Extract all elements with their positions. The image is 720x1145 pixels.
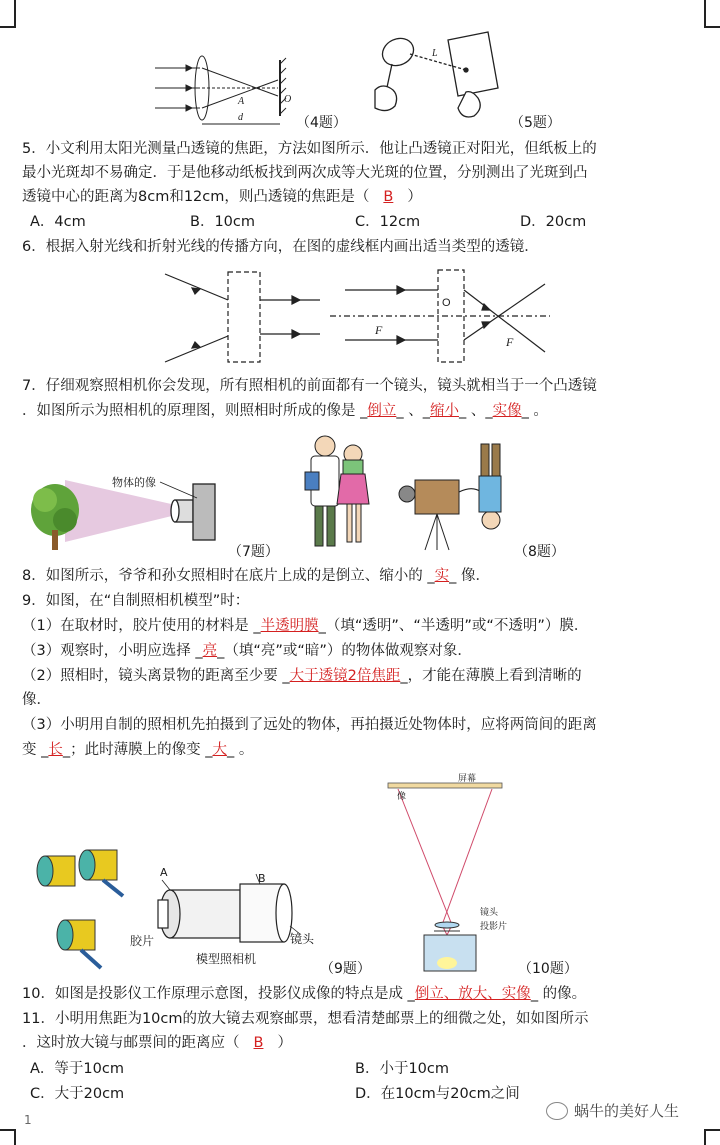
q9-part-1-answer: 半透明膜: [260, 618, 319, 634]
q9-part-3a: [22, 640, 698, 662]
fig10-label-slide: 投影片: [480, 922, 508, 932]
q10-text-end: _ 的像。: [530, 986, 587, 1002]
q9-part-3b-end: _ 。: [226, 742, 254, 758]
fig6-label-F-right: F: [506, 335, 514, 349]
q9-part-3a-end: _（填“亮”或“暗”）的物体做观察对象．: [217, 643, 472, 659]
caption-q10: （10题）: [518, 961, 578, 977]
figure-q8-photo-scene: [295, 432, 555, 552]
q8-answer: 实: [434, 568, 450, 584]
fig6-label-F-left: F: [375, 323, 383, 337]
q5-line-3: [22, 186, 698, 208]
watermark-text: 蜗牛的美好人生: [574, 1102, 680, 1120]
q10-answer: 倒立、放大、实像: [414, 986, 531, 1002]
figure-q4-lens-diagram: [150, 40, 310, 123]
q11-answer: B: [253, 1035, 264, 1051]
q9-part-3b-mid: _；此时薄膜上的像变 _: [62, 742, 213, 758]
fig9-model-caption: 模型照相机: [196, 952, 257, 966]
q10-text: 10．如图是投影仪工作原理示意图，投影仪成像的特点是成 _: [22, 986, 415, 1002]
fig6-label-O: O: [442, 297, 451, 309]
fig4-label-A: A: [238, 96, 245, 107]
fig9-label-lens: 镜头: [290, 932, 315, 946]
q7-sep-2: _ 、_: [458, 403, 493, 419]
fig5-label-L: L: [432, 48, 438, 59]
q7-line-1: 7．仔细观察照相机你会发现，所有照相机的前面都有一个镜头，镜头就相当于一个凸透镜: [22, 378, 597, 394]
q11-option-b: B．小于10cm: [355, 1061, 449, 1077]
q11-option-c: C．大于20cm: [30, 1086, 125, 1102]
corner-mark-top-left: [0, 0, 16, 28]
q11-line-2-text: ．这时放大镜与邮票间的距离应（: [22, 1035, 240, 1051]
fig10-label-image: 像: [397, 792, 407, 802]
q9-part-1: [22, 615, 698, 637]
q9-part-3b-line-1: （3）小明用自制的照相机先拍摄到了远处的物体，再拍摄近处物体时，应将两筒间的距离: [22, 717, 597, 733]
q5-answer: B: [383, 189, 394, 205]
q9-part-2-answer: 大于透镜2倍焦距: [289, 668, 401, 684]
q9-part-3a-text: （3）观察时，小明应选择 _: [22, 643, 203, 659]
q5-line-3-text: 透镜中心的距离为8cm和12cm，则凸透镜的焦距是（: [22, 189, 370, 205]
figure-q6-lens-boxes: [160, 262, 560, 372]
watermark: [546, 1100, 679, 1121]
q5-option-d: D．20cm: [520, 214, 587, 230]
q9-part-3b-answer-2: 大: [212, 742, 227, 758]
q9-part-1-end: _（填“透明”、“半透明”或“不透明”）膜．: [318, 618, 589, 634]
figure-q5-hands-lens-paper: [370, 30, 510, 120]
caption-q7: （7题）: [228, 544, 279, 560]
q5-option-c: C．12cm: [355, 214, 421, 230]
q10-line: [22, 983, 698, 1005]
q8-text-end: _ 像．: [449, 568, 490, 584]
q7-line-2-text: ．如图所示为照相机的原理图，则照相时所成的像是 _: [22, 403, 368, 419]
caption-q9: （9题）: [320, 961, 371, 977]
q8-text: 8．如图所示，爷爷和孙女照相时在底片上成的是倒立、缩小的 _: [22, 568, 435, 584]
q5-line-3-close: ）: [407, 189, 422, 205]
q7-line-2: [22, 400, 698, 422]
fig9-label-A: A: [160, 866, 168, 879]
caption-q4: （4题）: [296, 115, 347, 131]
q7-sep-1: _ 、_: [396, 403, 430, 419]
fig4-label-d: d: [238, 112, 243, 123]
q7-line-2-end: _ 。: [521, 403, 548, 419]
q9-part-3b-answer-1: 长: [48, 742, 63, 758]
q9-part-2-line-2: 像．: [22, 692, 51, 708]
q9-part-1-text: （1）在取材时，胶片使用的材料是 _: [22, 618, 261, 634]
q5-line-2: 最小光斑却不易确定．于是他移动纸板找到两次成等大光斑的位置，分别测出了光斑到凸: [22, 165, 588, 181]
fig7-label-image: 物体的像: [112, 476, 156, 489]
q9-part-3b-line-2: [22, 739, 698, 761]
q9-intro: 9．如图，在“自制照相机模型”时：: [22, 593, 250, 609]
q11-line-2-close: ）: [277, 1035, 292, 1051]
q5-option-b: B．10cm: [190, 214, 255, 230]
figure-q10-projector: [380, 775, 510, 975]
q7-answer-1: 倒立: [367, 403, 397, 419]
q9-part-2-end: _，才能在薄膜上看到清晰的: [400, 668, 582, 684]
q8-line: [22, 565, 698, 587]
fig9-label-film: 胶片: [130, 934, 155, 948]
q6-text: 6．根据入射光线和折射光线的传播方向，在图的虚线框内画出适当类型的透镜．: [22, 239, 539, 255]
fig10-label-screen: 屏幕: [458, 774, 477, 784]
fig10-label-lens: 镜头: [480, 908, 499, 918]
fig4-label-O: O: [284, 94, 292, 105]
q11-line-2: [22, 1032, 698, 1054]
q11-option-a: A．等于10cm: [30, 1061, 124, 1077]
q7-answer-2: 缩小: [429, 403, 459, 419]
caption-q8: （8题）: [514, 544, 565, 560]
q5-option-a: A．4cm: [30, 214, 86, 230]
page-number: 1: [24, 1113, 32, 1127]
q9-part-2: [22, 665, 698, 687]
fig9-label-B: B: [258, 872, 266, 885]
figure-q9-tubes: [35, 840, 135, 980]
wechat-icon: [546, 1102, 568, 1120]
q11-line-1: 11．小明用焦距为10cm的放大镜去观察邮票，想看清楚邮票上的细微之处，如如图所示: [22, 1011, 589, 1027]
q7-answer-3: 实像: [492, 403, 522, 419]
corner-mark-top-right: [704, 0, 720, 28]
q9-part-3a-answer: 亮: [202, 643, 218, 659]
q5-line-1: 5．小文利用太阳光测量凸透镜的焦距，方法如图所示．他让凸透镜正对阳光，但纸板上的: [22, 141, 597, 157]
q9-part-3b-text: 变 _: [22, 742, 49, 758]
caption-q5: （5题）: [510, 115, 561, 131]
q11-option-d: D．在10cm与20cm之间: [355, 1086, 520, 1102]
q9-part-2-text: （2）照相时，镜头离景物的距离至少要 _: [22, 668, 290, 684]
